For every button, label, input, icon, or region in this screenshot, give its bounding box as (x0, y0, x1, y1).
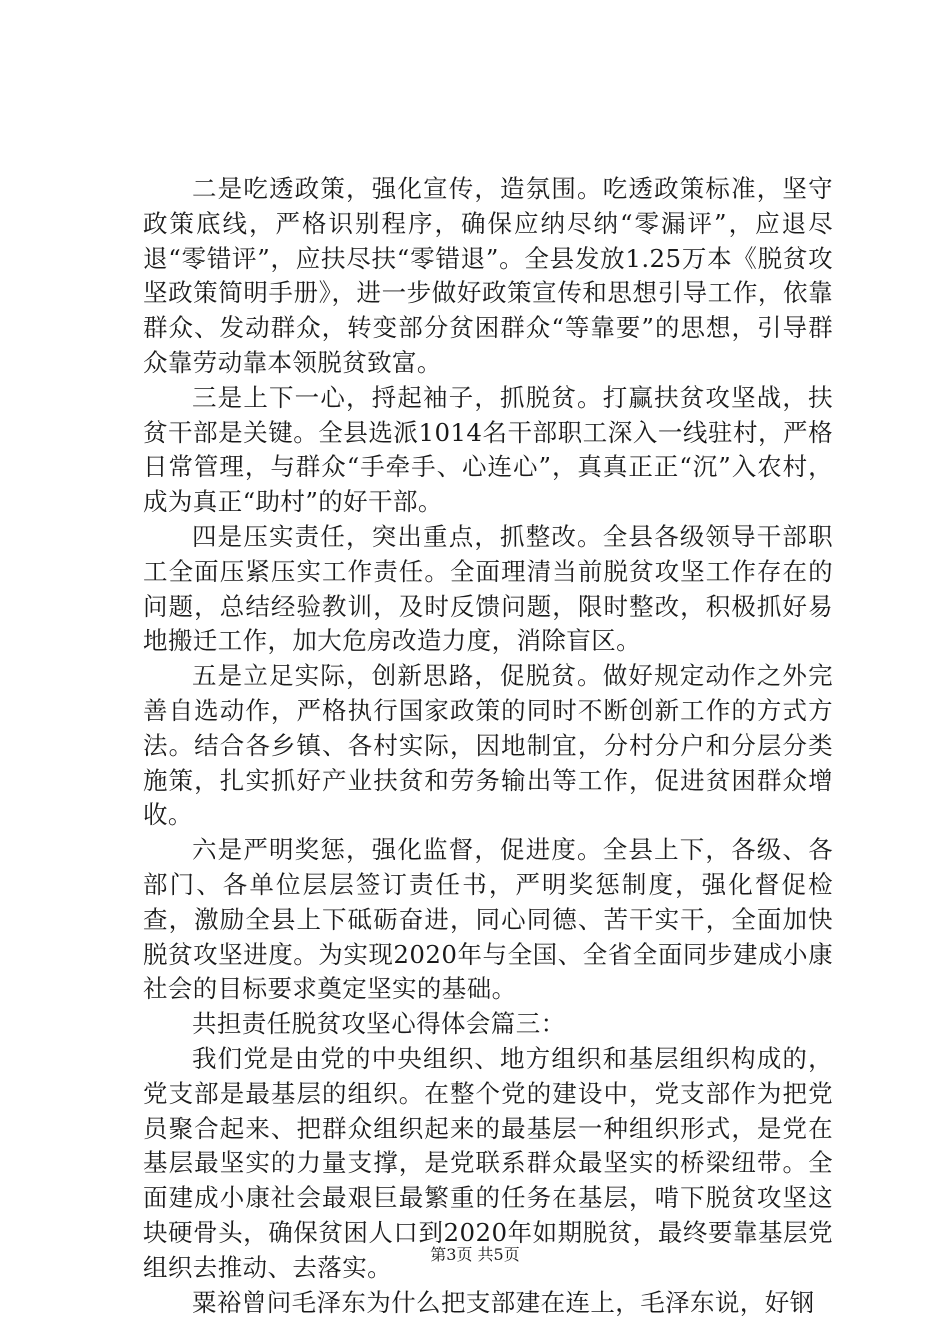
paragraph-point-five: 五是立足实际，创新思路，促脱贫。做好规定动作之外完善自选动作，严格执行国家政策的同时不断创新工作的方式方法。结合各乡镇、各村实际，因地制宜，分村分户和分层分类施策，扎实抓好产业扶贫和劳务输出等工作，促进贫困群众增收。 (143, 661, 833, 830)
paragraph-party-branch: 我们党是由党的中央组织、地方组织和基层组织构成的，党支部是最基层的组织。在整个党的建设中，党支部作为把党员聚合起来、把群众组织起来的最基层一种组织形式，是党在基层最坚实的力量支撑，是党联系群众最坚实的桥梁纽带。全面建成小康社会最艰巨最繁重的任务在基层，啃下脱贫攻坚这块硬骨头，确保贫困人口到2020年如期脱贫，最终要靠基层党组织去推动、去落实。 (143, 1043, 833, 1282)
page-number-footer: 第3页 共5页 (430, 1245, 520, 1264)
section-heading: 共担责任脱贫攻坚心得体会篇三： (192, 1009, 566, 1039)
paragraph-point-two: 二是吃透政策，强化宣传，造氛围。吃透政策标准，坚守政策底线，严格识别程序，确保应纳尽纳“零漏评”，应退尽退“零错评”，应扶尽扶“零错退”。全县发放1.25万本《脱贫攻坚政策简明手册》，进一步做好政策宣传和思想引导工作，依靠群众、发动群众，转变部分贫困群众“等靠要”的思想，引导群众靠劳动靠本领脱贫致富。 (143, 174, 833, 377)
paragraph-point-six: 六是严明奖惩，强化监督，促进度。全县上下，各级、各部门、各单位层层签订责任书，严明奖惩制度，强化督促检查，激励全县上下砥砺奋进，同心同德、苦干实干，全面加快脱贫攻坚进度。为实现2020年与全国、全省全面同步建成小康社会的目标要求奠定坚实的基础。 (143, 835, 833, 1004)
paragraph-su-yu: 粟裕曾问毛泽东为什么把支部建在连上，毛泽东说，好钢 (192, 1287, 815, 1317)
paragraph-point-four: 四是压实责任，突出重点，抓整改。全县各级领导干部职工全面压紧压实工作责任。全面理清当前脱贫攻坚工作存在的问题，总结经验教训，及时反馈问题，限时整改，积极抓好易地搬迁工作，加大危房改造力度，消除盲区。 (143, 521, 833, 656)
paragraph-point-three: 三是上下一心，捋起袖子，抓脱贫。打赢扶贫攻坚战，扶贫干部是关键。全县选派1014名干部职工深入一线驻村，严格日常管理，与群众“手牵手、心连心”，真真正正“沉”入农村，成为真正“助村”的好干部。 (143, 382, 833, 517)
document-body (143, 172, 833, 1320)
